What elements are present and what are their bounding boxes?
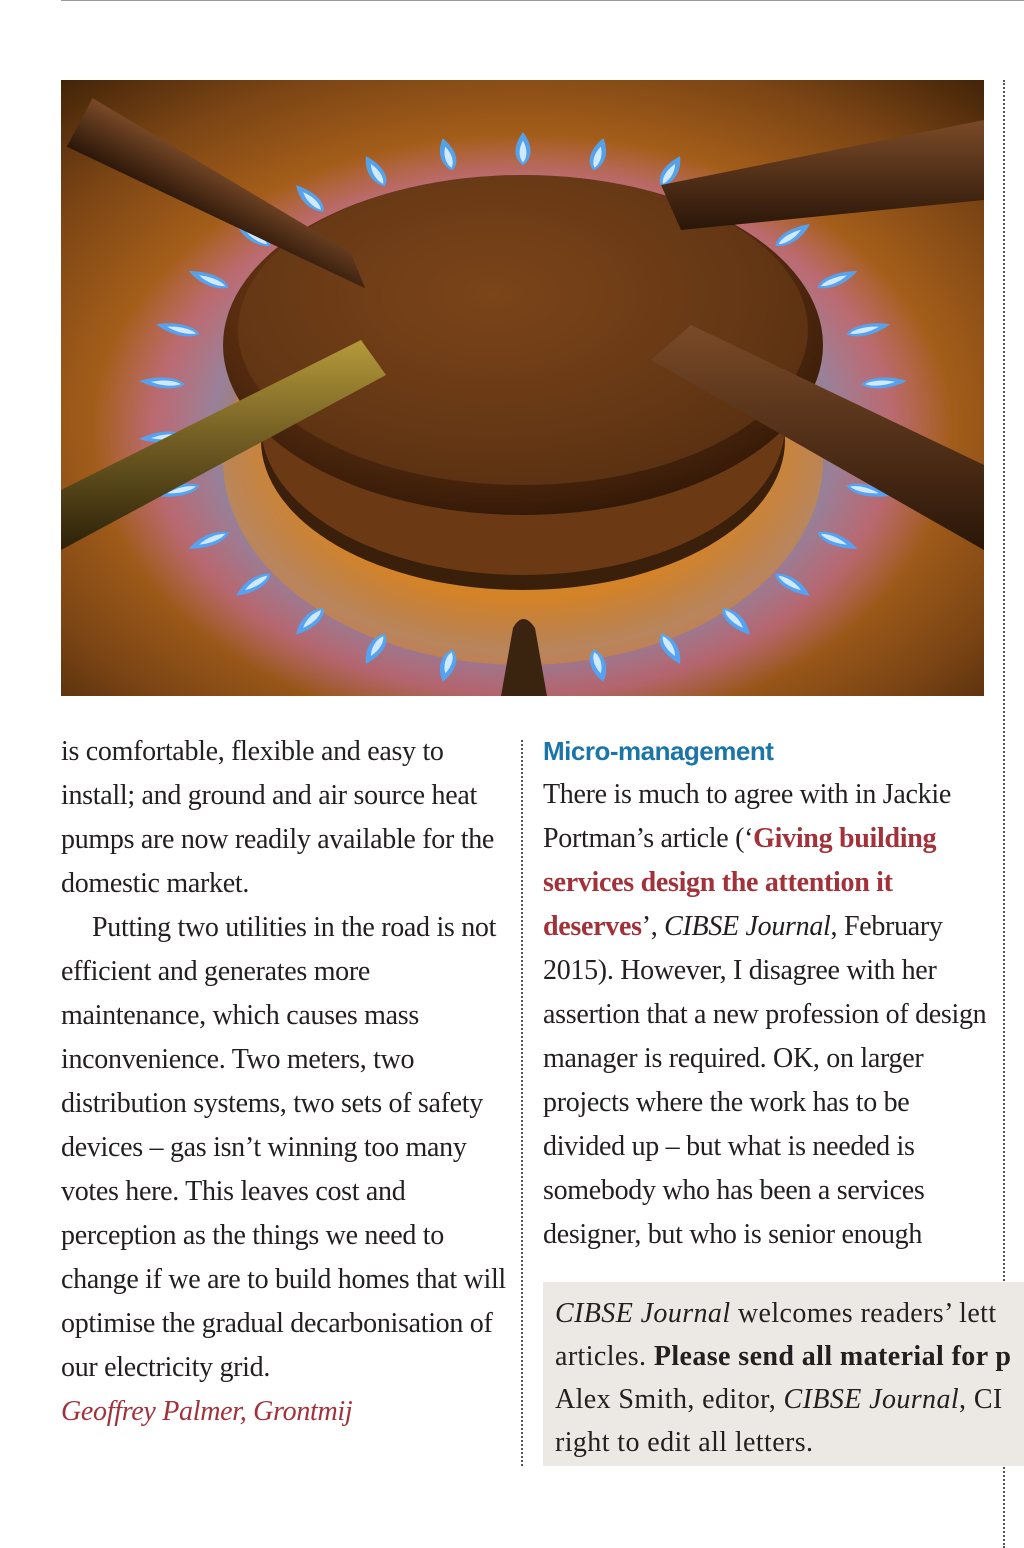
gas-burner-photo xyxy=(61,80,984,696)
right-paragraph xyxy=(543,773,988,1257)
column-divider xyxy=(521,740,523,1466)
note-line-3 xyxy=(555,1378,1024,1421)
article-title-link[interactable]: Giving building services design the attention it deserves xyxy=(543,823,937,942)
note-line-3-rest: , CI xyxy=(959,1384,1003,1415)
note-journal-1: CIBSE Journal xyxy=(555,1298,731,1329)
left-paragraph-2: Putting two utilities in the road is not efficient and generates more maintenance, which causes mass inconvenience. Two meters, two distribution systems, two sets of safety devices – gas isn’t winning too many votes here. This leaves cost and perception as the things we need to change if we are to build homes that will optimise the gradual decarbonisation of our electricity grid. xyxy=(61,912,506,1383)
submission-note-box xyxy=(543,1282,1024,1466)
top-rule xyxy=(61,0,1024,1)
right-column xyxy=(543,733,988,1257)
submission-note-text xyxy=(555,1292,1024,1464)
note-line-2-text: articles. xyxy=(555,1341,654,1372)
letter-signature: Geoffrey Palmer, Grontmij xyxy=(61,1396,353,1427)
note-line-4: right to edit all letters. xyxy=(555,1427,814,1458)
note-line-2 xyxy=(555,1335,1024,1378)
left-column xyxy=(61,730,506,1434)
journal-name: CIBSE Journal xyxy=(664,911,831,942)
note-line-1 xyxy=(555,1292,1024,1335)
note-line-1-text: welcomes readers’ lett xyxy=(730,1298,997,1329)
left-paragraph-1: is comfortable, flexible and easy to install; and ground and air source heat pumps are now readily available for the domestic market. xyxy=(61,736,495,899)
note-line-3-text: Alex Smith, editor, xyxy=(555,1384,784,1415)
gas-burner-illustration xyxy=(61,80,984,696)
right-text-3: , February 2015). However, I disagree with her assertion that a new profession of design manager is required. OK, on larger projects where the work has to be divided up – but what is needed is somebody who has been a services designer, but who is senior enough xyxy=(543,911,987,1250)
note-bold-instruction: Please send all material for p xyxy=(653,1341,1012,1372)
right-text-1: There is much to agree with in Jackie Portman’s article (‘ xyxy=(543,779,951,854)
right-text-2: ’, xyxy=(641,911,665,942)
note-journal-2: CIBSE Journal xyxy=(783,1384,960,1415)
section-heading: Micro-management xyxy=(543,736,774,766)
